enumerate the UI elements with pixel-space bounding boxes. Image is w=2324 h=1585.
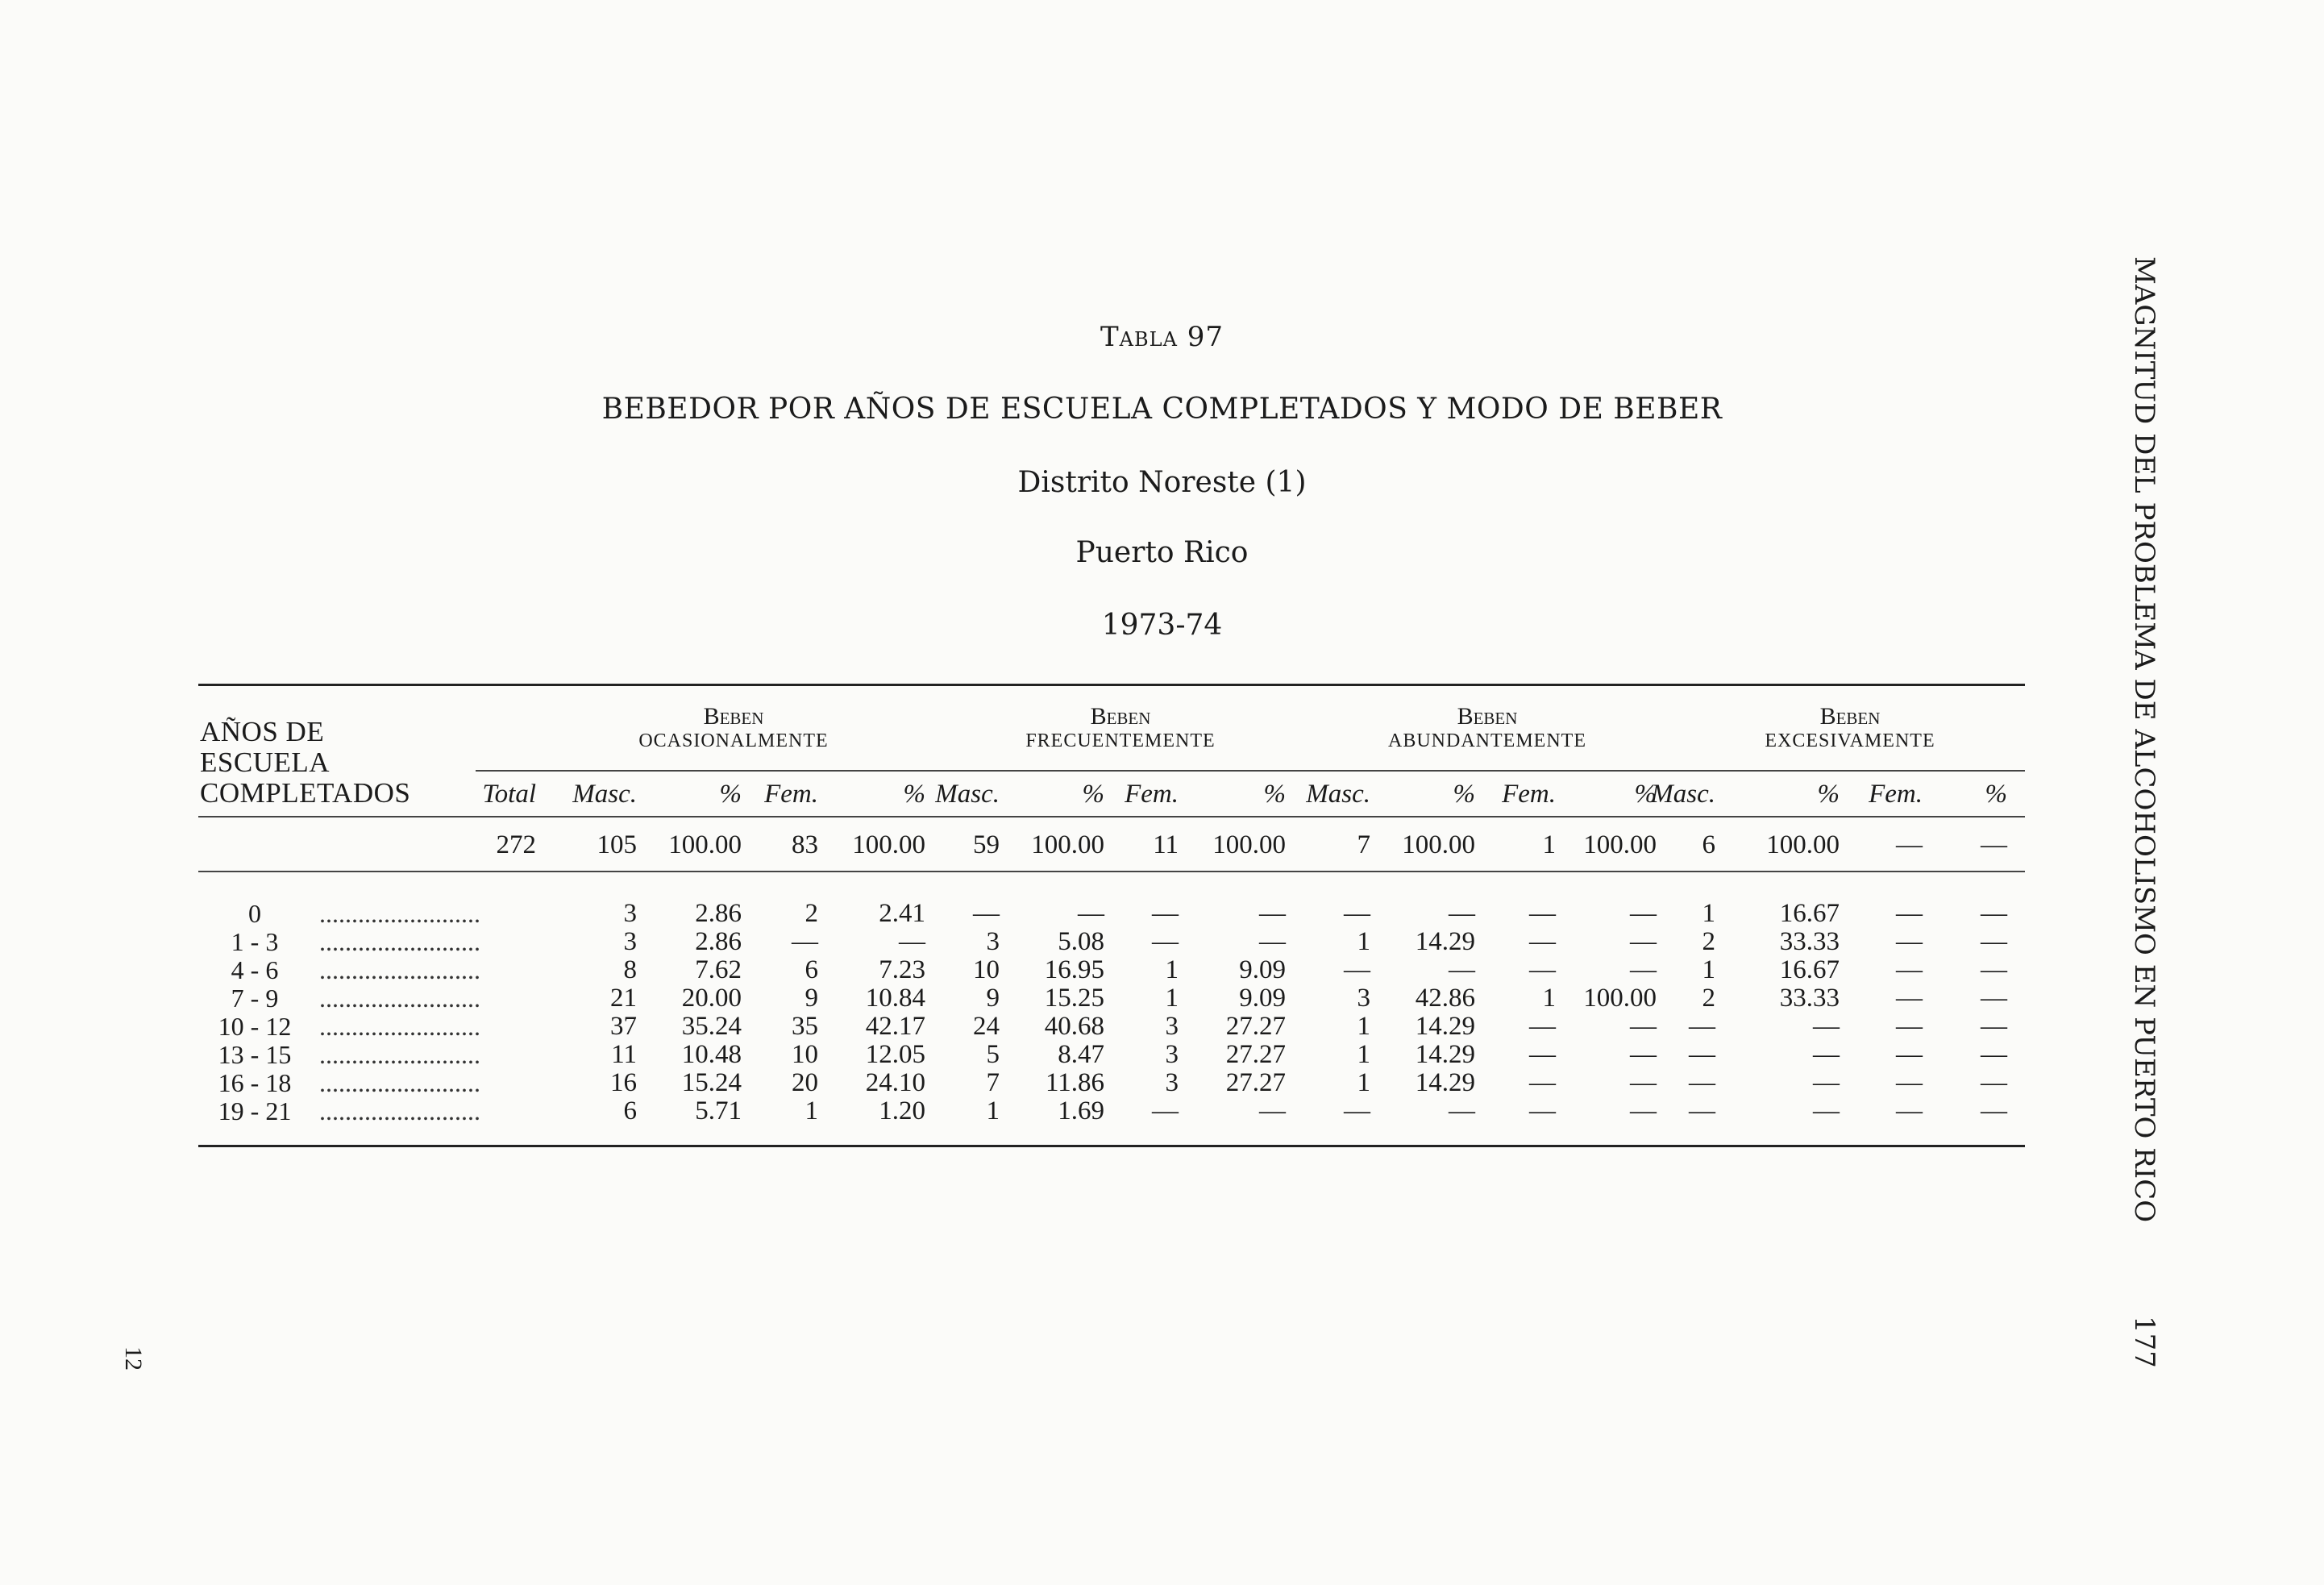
totals-cell: 1 (1542, 830, 1556, 859)
column-subheader: Masc. (1651, 780, 1715, 809)
column-subheader: % (719, 780, 742, 809)
table-subtitle-district: Distrito Noreste (1) (1017, 466, 1307, 499)
column-subheader: % (1817, 780, 1840, 809)
table-cell: — (1896, 984, 1923, 1013)
table-cell: 10 (792, 1040, 818, 1069)
subheader-rule (198, 816, 2025, 817)
table-cell: — (1449, 1096, 1475, 1125)
table-cell: 27.27 (1225, 1040, 1286, 1069)
totals-cell: 272 (496, 830, 536, 859)
table-cell: 9.09 (1239, 984, 1286, 1013)
column-subheader: % (1634, 780, 1657, 809)
table-cell: 8 (623, 955, 637, 984)
row-label: 19 - 21 (218, 1096, 292, 1125)
column-subheader: % (1263, 780, 1286, 809)
row-label: 16 - 18 (218, 1068, 292, 1097)
totals-cell: 100.00 (1402, 830, 1475, 859)
table-cell: 1 (1542, 984, 1556, 1013)
table-cell: — (1981, 955, 2007, 984)
group-header-excesivamente (1665, 703, 2035, 752)
table-cell: 1 (1165, 984, 1179, 1013)
group-header-line1: Beben (1457, 703, 1518, 730)
table-cell: — (1259, 927, 1286, 956)
table-cell: 11 (611, 1040, 637, 1069)
top-rule (198, 684, 2025, 686)
table-cell: 1.20 (879, 1096, 925, 1125)
table-cell: — (1689, 1068, 1715, 1097)
table-cell: 5.08 (1058, 927, 1104, 956)
row-label: 7 - 9 (231, 984, 279, 1013)
table-cell: — (1630, 899, 1657, 928)
table-cell: 16.67 (1779, 955, 1840, 984)
leader-dots: ......................... (319, 955, 480, 984)
table-cell: 6 (623, 1096, 637, 1125)
table-cell: — (973, 899, 1000, 928)
table-cell: 7.62 (695, 955, 742, 984)
table-cell: — (1896, 899, 1923, 928)
table-cell: — (1630, 955, 1657, 984)
table-cell: 3 (1165, 1040, 1179, 1069)
table-cell: 5.71 (695, 1096, 742, 1125)
row-label: 1 - 3 (231, 927, 279, 956)
row-header-line-2: ESCUELA (200, 747, 330, 778)
table-cell: — (1813, 1068, 1840, 1097)
table-cell: 37 (610, 1012, 637, 1041)
table-cell: — (1689, 1096, 1715, 1125)
totals-cell: 100.00 (1583, 830, 1657, 859)
table-cell: — (1152, 927, 1179, 956)
leader-dots: ......................... (319, 1068, 480, 1097)
group-header-line1: Beben (1090, 703, 1151, 730)
table-cell: — (1259, 1096, 1286, 1125)
table-cell: — (1630, 927, 1657, 956)
group-header-abundantemente (1302, 703, 1673, 752)
table-cell: 3 (623, 899, 637, 928)
table-cell: 14.29 (1415, 927, 1475, 956)
row-header-line-3: COMPLETADOS (200, 777, 411, 809)
table-cell: 35 (792, 1012, 818, 1041)
table-cell: 27.27 (1225, 1012, 1286, 1041)
row-label: 0 (248, 899, 261, 928)
table-cell: — (1449, 899, 1475, 928)
table-cell: — (1813, 1096, 1840, 1125)
table-cell: — (1152, 899, 1179, 928)
table-cell: 2.86 (695, 899, 742, 928)
table-cell: 35.24 (681, 1012, 742, 1041)
table-cell: — (1529, 899, 1556, 928)
table-cell: — (1813, 1012, 1840, 1041)
table-cell: 2.86 (695, 927, 742, 956)
table-cell: 7.23 (879, 955, 925, 984)
totals-cell: 7 (1357, 830, 1370, 859)
table-cell: — (1344, 1096, 1370, 1125)
table-subtitle-years: 1973-74 (1101, 609, 1223, 642)
table-cell: — (1896, 1096, 1923, 1125)
table-cell: 8.47 (1058, 1040, 1104, 1069)
group-header-frecuentemente (931, 703, 1310, 752)
table-cell: 10.48 (681, 1040, 742, 1069)
leader-dots: ......................... (319, 927, 480, 956)
totals-cell: 100.00 (668, 830, 742, 859)
table-cell: — (1152, 1096, 1179, 1125)
running-head: MAGNITUD DEL PROBLEMA DE ALCOHOLISMO EN PUERTO RICO (2128, 256, 2160, 1223)
table-cell: 11.86 (1045, 1068, 1104, 1097)
table-cell: 9 (804, 984, 818, 1013)
table-cell: 42.17 (865, 1012, 925, 1041)
table-cell: 2 (804, 899, 818, 928)
table-cell: 16.95 (1044, 955, 1104, 984)
table-cell: — (1449, 955, 1475, 984)
table-cell: — (1981, 1096, 2007, 1125)
table-cell: — (1981, 1012, 2007, 1041)
table-cell: 14.29 (1415, 1040, 1475, 1069)
leader-dots: ......................... (319, 899, 480, 928)
column-subheader: Masc. (572, 780, 637, 809)
leader-dots: ......................... (319, 984, 480, 1013)
table-cell: — (1981, 984, 2007, 1013)
table-cell: 12.05 (865, 1040, 925, 1069)
column-subheader: Masc. (935, 780, 1000, 809)
table-cell: — (1529, 955, 1556, 984)
table-cell: — (1896, 927, 1923, 956)
table-cell: 1 (1165, 955, 1179, 984)
group-header-line2: ABUNDANTEMENTE (1388, 730, 1586, 751)
leader-dots: ......................... (319, 1040, 480, 1069)
table-cell: — (1981, 1040, 2007, 1069)
totals-cell: 100.00 (1031, 830, 1104, 859)
column-subheader: % (1082, 780, 1104, 809)
table-cell: 20 (792, 1068, 818, 1097)
table-cell: — (1630, 1040, 1657, 1069)
table-cell: 3 (1165, 1068, 1179, 1097)
table-cell: 15.24 (681, 1068, 742, 1097)
table-cell: 14.29 (1415, 1012, 1475, 1041)
group-header-line1: Beben (703, 703, 764, 730)
totals-rule (198, 871, 2025, 872)
row-label: 13 - 15 (218, 1040, 292, 1069)
left-margin-number: 12 (120, 1346, 147, 1371)
table-cell: 2.41 (879, 899, 925, 928)
table-cell: 1 (1357, 1068, 1370, 1097)
table-cell: 3 (1357, 984, 1370, 1013)
table-cell: — (1344, 899, 1370, 928)
table-cell: 16.67 (1779, 899, 1840, 928)
table-caption-number: Tabla 97 (1100, 321, 1224, 353)
table-cell: 21 (610, 984, 637, 1013)
totals-cell: 100.00 (1766, 830, 1840, 859)
row-header-line-1: AÑOS DE (200, 716, 325, 747)
table-cell: — (1529, 1012, 1556, 1041)
totals-cell: 83 (792, 830, 818, 859)
totals-cell: 105 (597, 830, 637, 859)
table-cell: 1 (804, 1096, 818, 1125)
page-number: 177 (2128, 1316, 2160, 1368)
row-label: 4 - 6 (231, 955, 279, 984)
table-cell: 42.86 (1415, 984, 1475, 1013)
table-cell: 9.09 (1239, 955, 1286, 984)
column-subheader: % (1985, 780, 2007, 809)
leader-dots: ......................... (319, 1096, 480, 1125)
table-cell: — (1078, 899, 1104, 928)
table-cell: — (1630, 1068, 1657, 1097)
table-subtitle-place: Puerto Rico (1075, 536, 1249, 569)
table-cell: — (899, 927, 925, 956)
table-cell: 33.33 (1779, 984, 1840, 1013)
table-cell: — (1529, 1068, 1556, 1097)
table-cell: 2 (1702, 927, 1715, 956)
table-cell: 40.68 (1044, 1012, 1104, 1041)
table-cell: — (1896, 1068, 1923, 1097)
table-cell: 2 (1702, 984, 1715, 1013)
table-cell: — (1813, 1040, 1840, 1069)
table-cell: — (1896, 1040, 1923, 1069)
table-cell: — (1689, 1040, 1715, 1069)
table-cell: 20.00 (681, 984, 742, 1013)
totals-cell: 100.00 (1212, 830, 1286, 859)
table-cell: — (1529, 1040, 1556, 1069)
table-cell: 1 (1357, 1040, 1370, 1069)
totals-cell: 6 (1702, 830, 1715, 859)
column-subheader: Fem. (1869, 780, 1923, 809)
leader-dots: ......................... (319, 1012, 480, 1041)
group-header-ocasionalmente (548, 703, 919, 752)
table-cell: — (1896, 1012, 1923, 1041)
column-subheader: % (1453, 780, 1475, 809)
bottom-rule (198, 1145, 2025, 1147)
table-cell: — (1981, 927, 2007, 956)
column-subheader: % (903, 780, 925, 809)
table-cell: 1 (1357, 1012, 1370, 1041)
table-cell: — (1630, 1096, 1657, 1125)
totals-cell: 11 (1153, 830, 1179, 859)
table-cell: — (1630, 1012, 1657, 1041)
group-header-line1: Beben (1819, 703, 1881, 730)
table-cell: 100.00 (1583, 984, 1657, 1013)
table-cell: — (1896, 955, 1923, 984)
table-cell: — (1259, 899, 1286, 928)
table-cell: 16 (610, 1068, 637, 1097)
table-cell: 3 (986, 927, 1000, 956)
row-label: 10 - 12 (218, 1012, 292, 1041)
table-cell: 9 (986, 984, 1000, 1013)
table-cell: 1 (986, 1096, 1000, 1125)
table-cell: 7 (986, 1068, 1000, 1097)
table-cell: 33.33 (1779, 927, 1840, 956)
table-cell: 10 (973, 955, 1000, 984)
group-header-line2: OCASIONALMENTE (638, 730, 829, 751)
column-subheader: Fem. (1502, 780, 1556, 809)
column-subheader: Total (482, 780, 536, 809)
table-cell: 3 (623, 927, 637, 956)
column-subheader: Fem. (764, 780, 818, 809)
totals-cell: 59 (973, 830, 1000, 859)
table-cell: 24 (973, 1012, 1000, 1041)
table-cell: — (1529, 1096, 1556, 1125)
table-cell: 1.69 (1058, 1096, 1104, 1125)
table-cell: — (1689, 1012, 1715, 1041)
column-subheader: Masc. (1306, 780, 1370, 809)
group-underline (476, 770, 2025, 772)
table-cell: 1 (1702, 955, 1715, 984)
table-cell: 15.25 (1044, 984, 1104, 1013)
table-cell: — (792, 927, 818, 956)
table-cell: 3 (1165, 1012, 1179, 1041)
table-cell: — (1981, 899, 2007, 928)
totals-cell: — (1981, 830, 2007, 859)
column-subheader: Fem. (1125, 780, 1179, 809)
table-cell: 5 (986, 1040, 1000, 1069)
table-cell: — (1344, 955, 1370, 984)
table-cell: 1 (1702, 899, 1715, 928)
table-cell: 6 (804, 955, 818, 984)
group-header-line2: EXCESIVAMENTE (1765, 730, 1935, 751)
table-cell: — (1529, 927, 1556, 956)
totals-cell: 100.00 (852, 830, 925, 859)
table-cell: 24.10 (865, 1068, 925, 1097)
totals-cell: — (1896, 830, 1923, 859)
table-cell: 27.27 (1225, 1068, 1286, 1097)
group-header-line2: FRECUENTEMENTE (1025, 730, 1216, 751)
table-cell: 14.29 (1415, 1068, 1475, 1097)
table-cell: 1 (1357, 927, 1370, 956)
table-title: BEBEDOR POR AÑOS DE ESCUELA COMPLETADOS Y MODO DE BEBER (601, 393, 1723, 426)
table-cell: — (1981, 1068, 2007, 1097)
table-cell: 10.84 (865, 984, 925, 1013)
